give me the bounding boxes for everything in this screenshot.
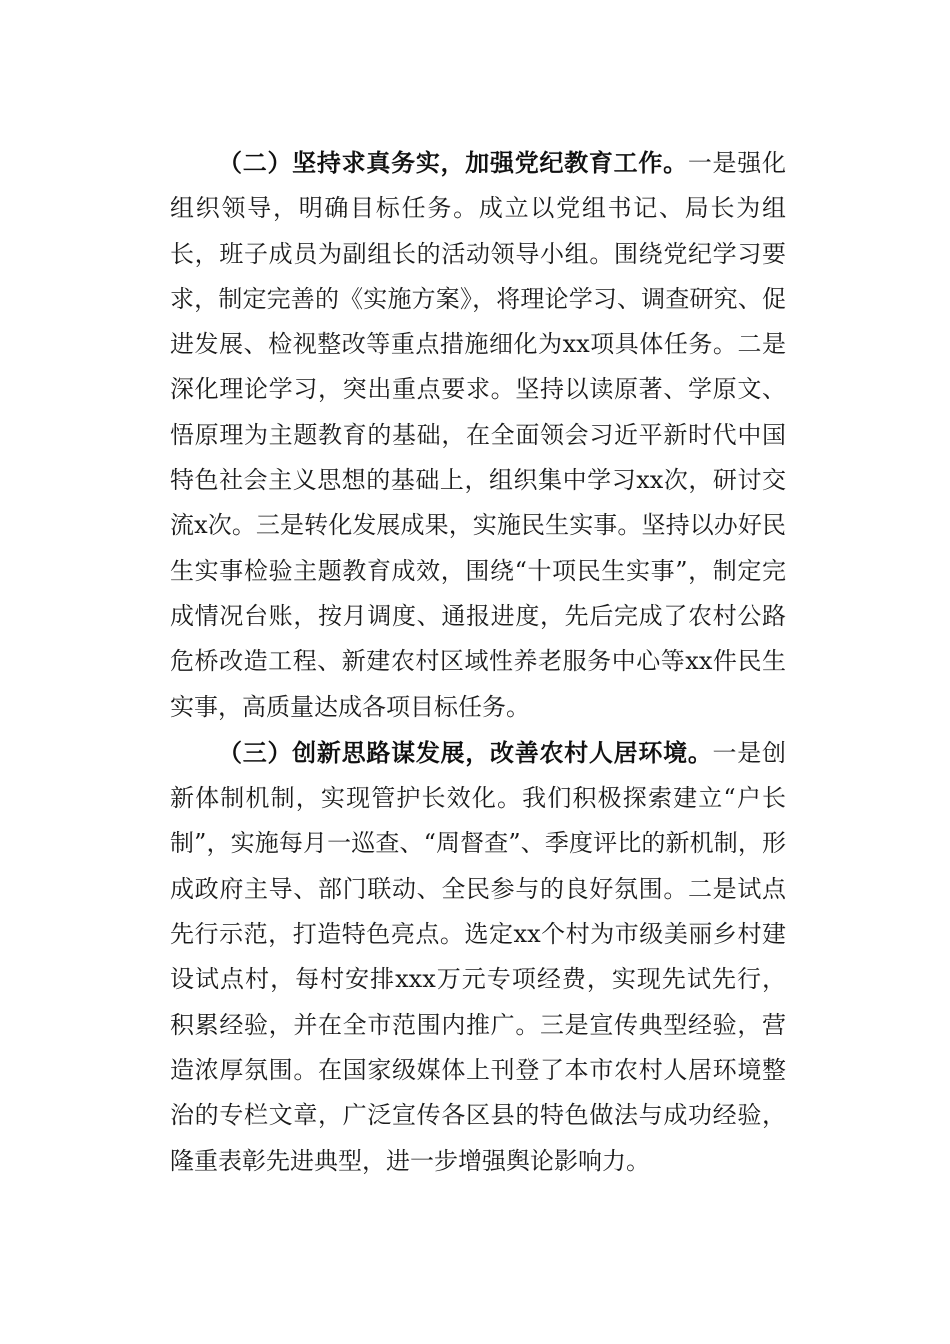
paragraph-heading: （二）坚持求真务实，加强党纪教育工作。 [218, 148, 688, 177]
document-body [170, 140, 786, 1184]
paragraph-text: 一是强化组织领导，明确目标任务。成立以党组书记、局长为组长，班子成员为副组长的活动领导小组。围绕党纪学习要求，制定完善的《实施方案》，将理论学习、调查研究、促进发展、检视整改等重点措施细化为xx项具体任务。二是深化理论学习，突出重点要求。坚持以读原著、学原文、悟原理为主题教育的基础，在全面领会习近平新时代中国特色社会主义思想的基础上，组织集中学习xx次，研讨交流x次。三是转化发展成果，实施民生实事。坚持以办好民生实事检验主题教育成效，围绕“十项民生实事”，制定完成情况台账，按月调度、通报进度，先后完成了农村公路危桥改造工程、新建农村区域性养老服务中心等xx件民生实事，高质量达成各项目标任务。 [170, 149, 787, 721]
paragraph-heading: （三）创新思路谋发展，改善农村人居环境。 [218, 737, 713, 767]
paragraph-rural-environment [170, 730, 786, 1184]
paragraph-text: 一是创新体制机制，实现管护长效化。我们积极探索建立“户长制”，实施每月一巡查、“周督查”、季度评比的新机制，形成政府主导、部门联动、全民参与的良好氛围。二是试点先行示范，打造特色亮点。选定xx个村为市级美丽乡村建设试点村，每村安排xxx万元专项经费，实现先试先行，积累经验，并在全市范围内推广。三是宣传典型经验，营造浓厚氛围。在国家级媒体上刊登了本市农村人居环境整治的专栏文章，广泛宣传各区县的特色做法与成功经验，隆重表彰先进典型，进一步增强舆论影响力。 [170, 738, 787, 1175]
paragraph-party-discipline [170, 140, 786, 730]
